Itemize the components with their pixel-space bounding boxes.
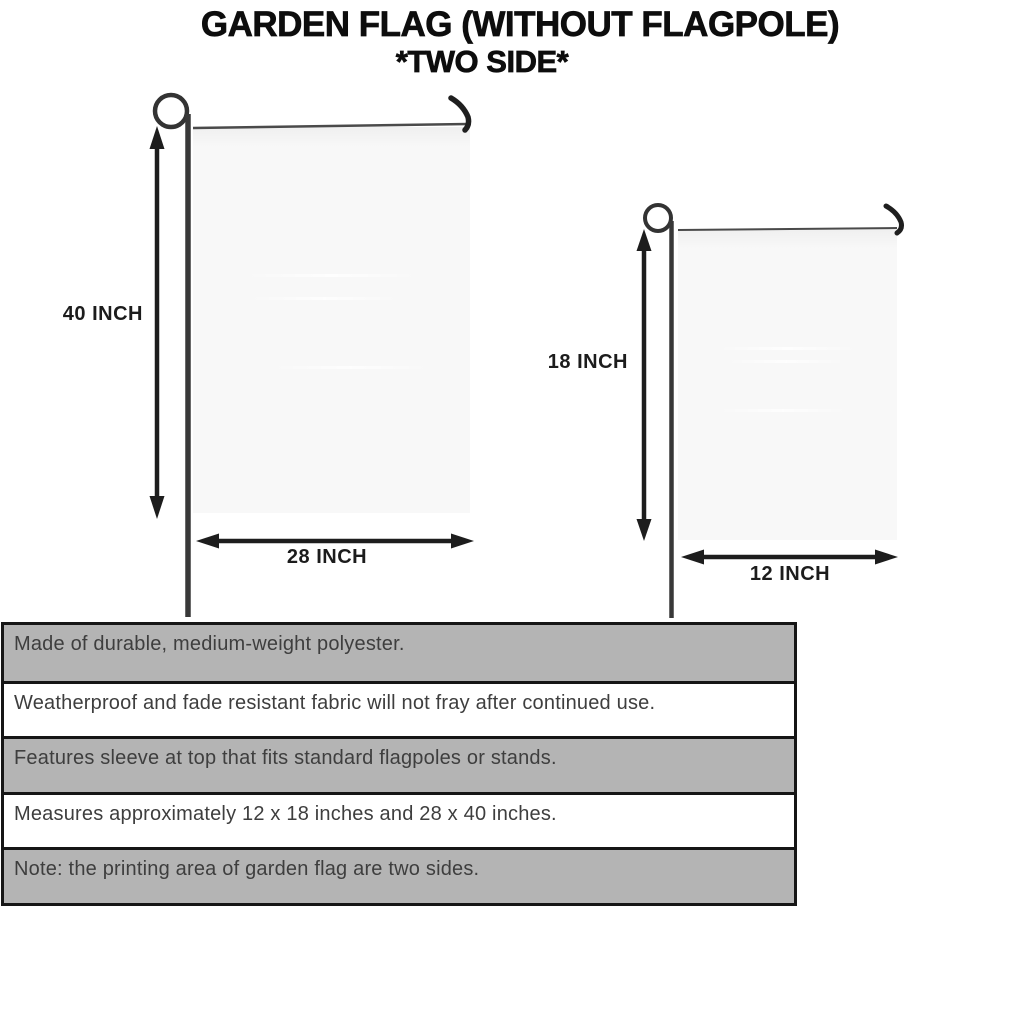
fabric-wrinkle xyxy=(271,366,432,369)
feature-row: Features sleeve at top that fits standard flagpoles or stands. xyxy=(4,736,794,792)
large-flag-fabric xyxy=(193,127,470,513)
small-flag-fabric xyxy=(678,229,897,540)
page-title-line1: GARDEN FLAG (WITHOUT FLAGPOLE) xyxy=(200,5,840,44)
small-flag-width-label: 12 INCH xyxy=(749,563,831,585)
feature-row: Measures approximately 12 x 18 inches and 28 x 40 inches. xyxy=(4,792,794,848)
stand-loop-icon xyxy=(155,95,187,127)
small-flag-height-label: 18 INCH xyxy=(547,351,628,373)
fabric-wrinkle xyxy=(248,297,400,300)
fabric-wrinkle xyxy=(726,360,846,363)
feature-row: Weatherproof and fade resistant fabric will not fray after continued use. xyxy=(4,681,794,737)
large-flag-height-label: 40 INCH xyxy=(62,303,143,325)
feature-table xyxy=(1,622,797,906)
large-flag-width-label: 28 INCH xyxy=(286,546,368,568)
small-flag-height-arrow xyxy=(637,229,652,541)
feature-row: Note: the printing area of garden flag are two sides. xyxy=(4,847,794,903)
feature-row: Made of durable, medium-weight polyester. xyxy=(4,625,794,681)
stand-hook-icon xyxy=(451,98,469,130)
fabric-wrinkle xyxy=(717,409,848,412)
large-flag-height-arrow xyxy=(150,126,165,519)
stand-loop-icon xyxy=(645,205,671,231)
page-title xyxy=(0,5,1024,80)
page-title-line2: *TWO SIDE* xyxy=(395,44,569,80)
